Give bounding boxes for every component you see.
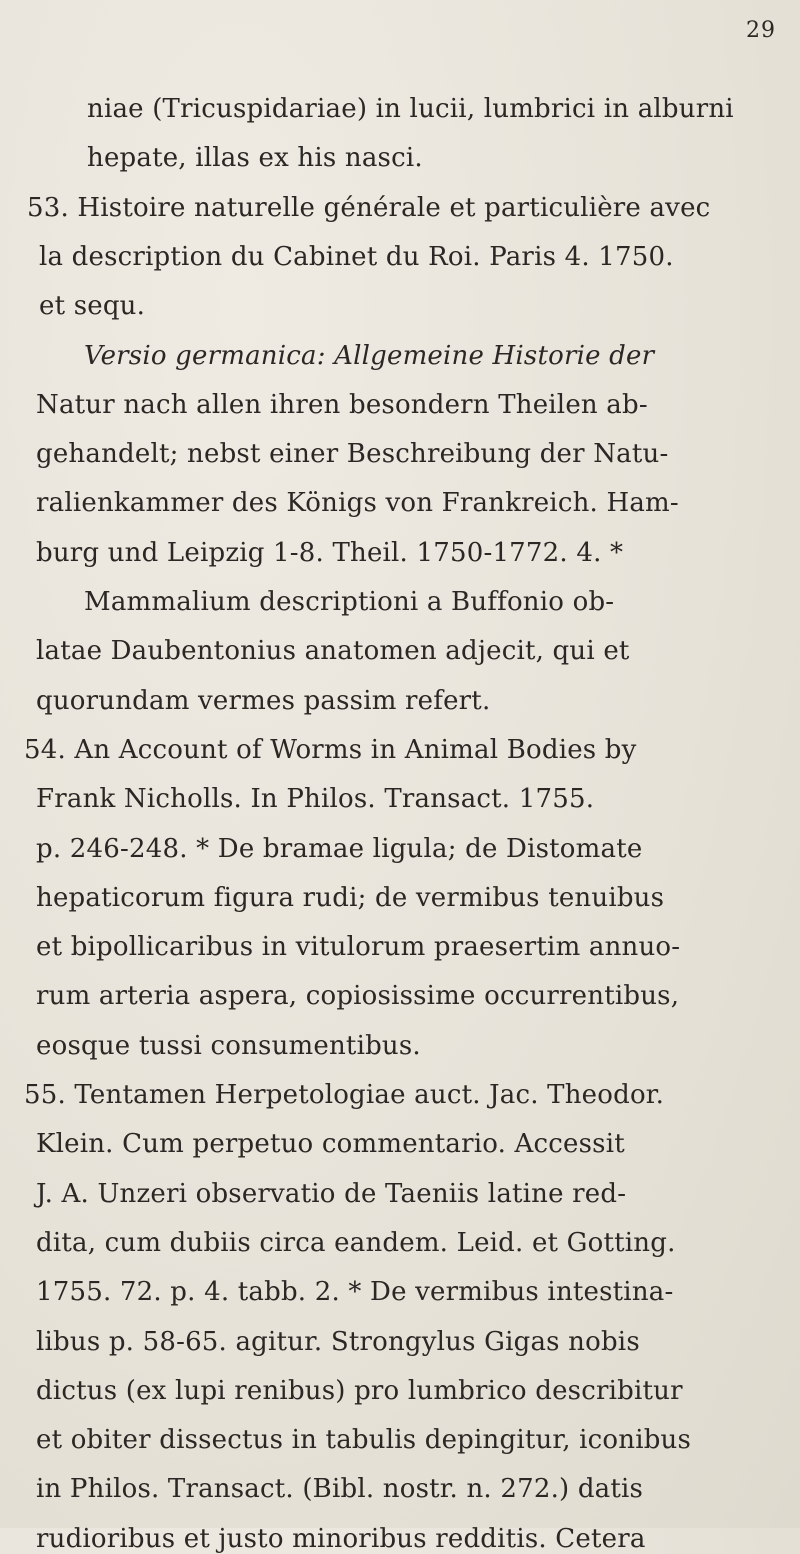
text-line-1: niae (Tricuspidariae) in lucii, lumbrici in alburni [87,94,734,124]
entry-53-line-8: burg und Leipzig 1-8. Theil. 1750-1772. 4. * [36,538,624,568]
entry-55-line-8: et obiter dissectus in tabulis depingitur, iconibus [36,1425,692,1455]
entry-54-line-6: rum arteria aspera, copiosissime occurrentibus, [36,981,680,1011]
entry-55-line-3: J. A. Unzeri observatio de Taeniis latine red- [36,1179,627,1209]
entry-53-line-4: Versio germanica: Allgemeine Historie der [84,341,655,371]
entry-55-line-2: Klein. Cum perpetuo commentario. Accessit [36,1129,625,1159]
entry-55-line-1: 55. Tentamen Herpetologiae auct. Jac. Theodor. [24,1080,665,1110]
entry-55-line-4: dita, cum dubiis circa eandem. Leid. et Gotting. [36,1228,676,1258]
entry-54-line-2: Frank Nicholls. In Philos. Transact. 1755. [36,784,595,814]
entry-53-line-5: Natur nach allen ihren besondern Theilen ab- [36,390,648,420]
text-line-2: hepate, illas ex his nasci. [87,143,423,173]
entry-54-line-4: hepaticorum figura rudi; de vermibus tenuibus [36,883,665,913]
entry-54-line-3: p. 246-248. * De bramae ligula; de Distomate [36,834,643,864]
entry-55-line-10: rudioribus et justo minoribus redditis. Cetera [36,1524,646,1554]
entry-55-line-5: 1755. 72. p. 4. tabb. 2. * De vermibus intestina- [36,1277,674,1307]
entry-54-line-7: eosque tussi consumentibus. [36,1031,421,1061]
entry-53-line-6: gehandelt; nebst einer Beschreibung der Natu- [36,439,669,469]
entry-55-line-9: in Philos. Transact. (Bibl. nostr. n. 272.) datis [36,1474,644,1504]
entry-53-line-3: et sequ. [39,291,146,321]
entry-54-line-5: et bipollicaribus in vitulorum praesertim annuo- [36,932,681,962]
page-number: 29 [746,18,776,43]
entry-53-line-7: ralienkammer des Königs von Frankreich. Ham- [36,488,679,518]
entry-55-line-6: libus p. 58-65. agitur. Strongylus Gigas nobis [36,1327,640,1357]
entry-53-line-9: Mammalium descriptioni a Buffonio ob- [84,587,615,617]
entry-55-line-7: dictus (ex lupi renibus) pro lumbrico describitur [36,1376,683,1406]
entry-54-line-1: 54. An Account of Worms in Animal Bodies by [24,735,637,765]
entry-53-line-2: la description du Cabinet du Roi. Paris 4. 1750. [39,242,674,272]
entry-53-line-1: 53. Histoire naturelle générale et particulière avec [27,193,711,223]
entry-53-line-11: quorundam vermes passim refert. [36,686,491,716]
entry-53-line-10: latae Daubentonius anatomen adjecit, qui et [36,636,630,666]
